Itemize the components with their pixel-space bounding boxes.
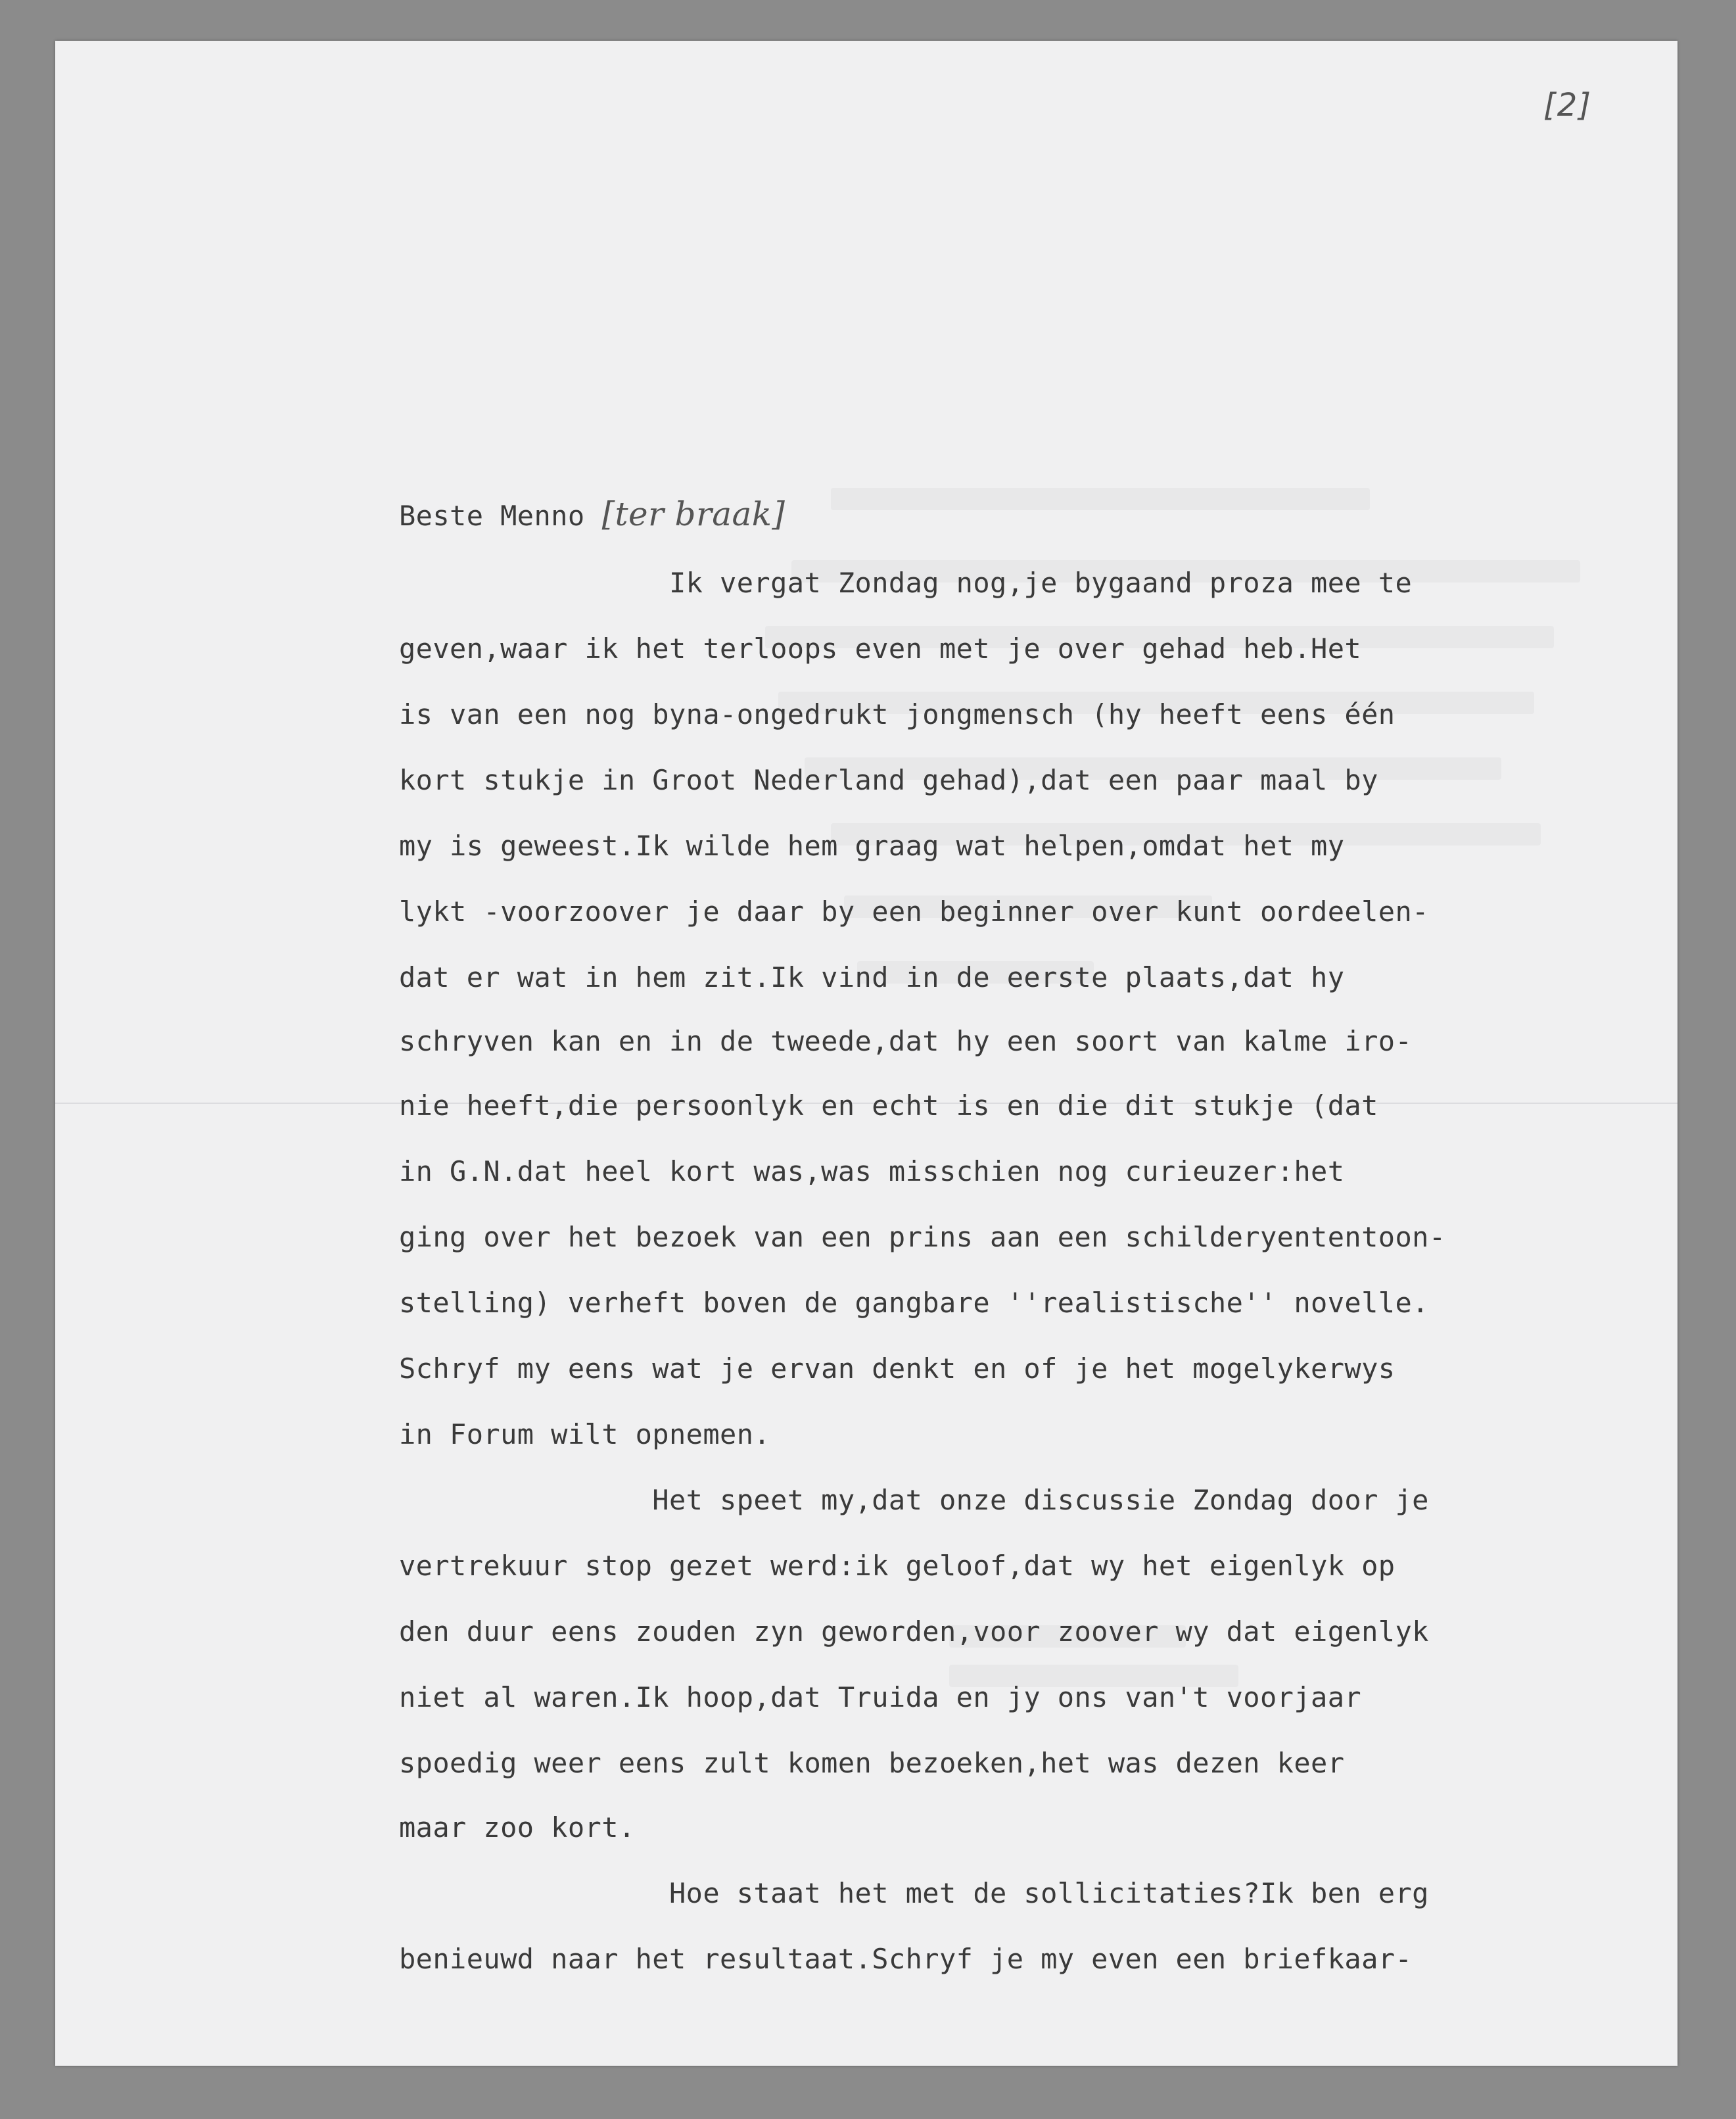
letter-sheet: [55, 41, 1677, 2066]
body-line: maar zoo kort.: [399, 1811, 636, 1844]
body-line: stelling) verheft boven de gangbare ''realistische'' novelle.: [399, 1287, 1429, 1319]
body-line: benieuwd naar het resultaat.Schryf je my even een briefkaar-: [399, 1943, 1413, 1975]
salutation-line: [399, 494, 785, 534]
body-line: lykt -voorzoover je daar by een beginner over kunt oordeelen-: [399, 895, 1429, 928]
body-line: geven,waar ik het terloops even met je over gehad heb.Het: [399, 632, 1362, 665]
handwritten-annotation: [ter braak]: [601, 495, 786, 533]
body-line: spoedig weer eens zult komen bezoeken,het was dezen keer: [399, 1747, 1345, 1779]
body-line: nie heeft,die persoonlyk en echt is en die dit stukje (dat: [399, 1089, 1378, 1122]
body-line: vertrekuur stop gezet werd:ik geloof,dat wy het eigenlyk op: [399, 1550, 1396, 1582]
body-line: schryven kan en in de tweede,dat hy een soort van kalme iro-: [399, 1025, 1413, 1057]
body-line: my is geweest.Ik wilde hem graag wat helpen,omdat het my: [399, 830, 1345, 862]
page-number: [2]: [1543, 87, 1592, 124]
body-line: den duur eens zouden zyn geworden,voor zoover wy dat eigenlyk: [399, 1615, 1429, 1648]
body-line: kort stukje in Groot Nederland gehad),dat een paar maal by: [399, 764, 1378, 796]
body-line: Schryf my eens wat je ervan denkt en of je het mogelykerwys: [399, 1352, 1396, 1385]
salutation: Beste Menno: [399, 500, 585, 532]
body-line: in G.N.dat heel kort was,was misschien nog curieuzer:het: [399, 1155, 1345, 1187]
body-line: Het speet my,dat onze discussie Zondag door je: [399, 1484, 1429, 1516]
body-line: Ik vergat Zondag nog,je bygaand proza mee te: [399, 567, 1413, 599]
body-line: is van een nog byna-ongedrukt jongmensch (hy heeft eens één: [399, 698, 1396, 730]
body-line: in Forum wilt opnemen.: [399, 1418, 771, 1450]
body-line: Hoe staat het met de sollicitaties?Ik ben erg: [399, 1877, 1429, 1909]
letter-body: [399, 41, 1648, 1975]
body-line: dat er wat in hem zit.Ik vind in de eerste plaats,dat hy: [399, 961, 1345, 993]
body-line: niet al waren.Ik hoop,dat Truida en jy ons van't voorjaar: [399, 1681, 1362, 1713]
body-line: ging over het bezoek van een prins aan een schilderyententoon-: [399, 1221, 1446, 1253]
